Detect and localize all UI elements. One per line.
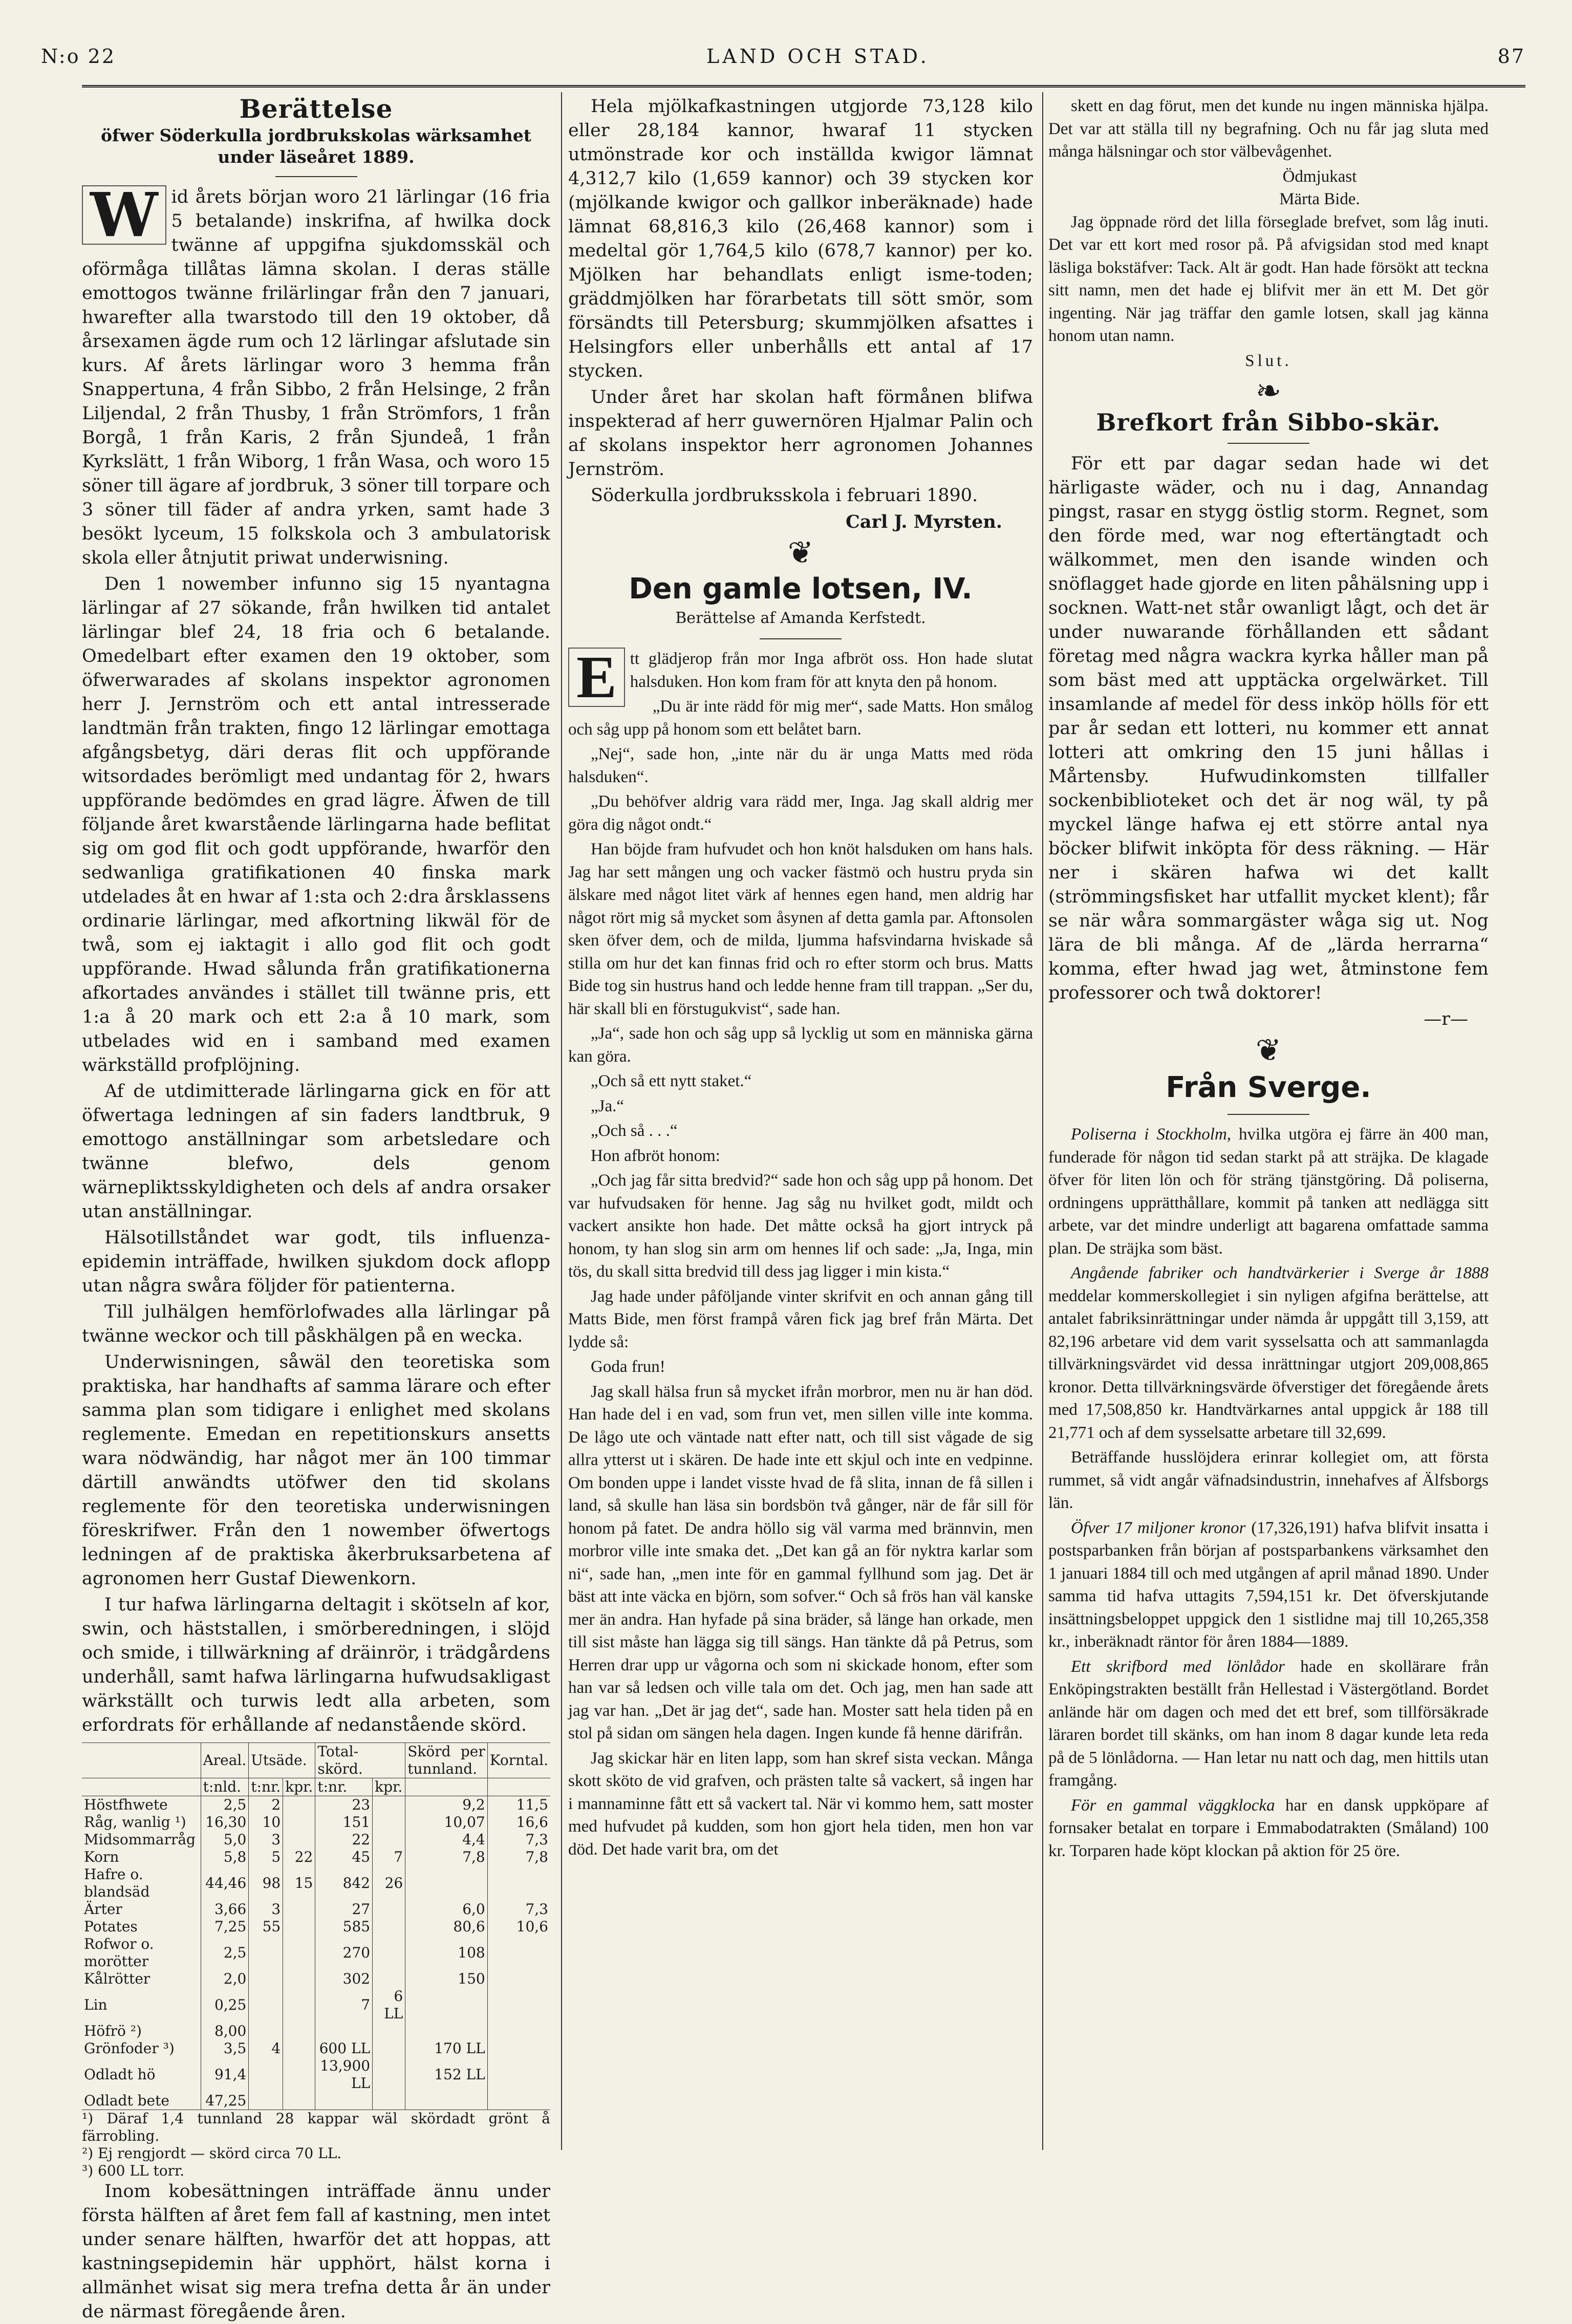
crop-value xyxy=(373,2022,405,2040)
crop-value xyxy=(487,2040,550,2057)
report-paragraph: Under året har skolan haft förmånen blifwa inspekterad af herr guwernören Hjalmar Palin och af skolans inspektor herr agronomen Johannes Jernström. xyxy=(568,387,1033,480)
news-item xyxy=(1048,1262,1489,1444)
report-paragraph: id årets början woro 21 lärlingar (16 fria 5 betalande) inskrifna, af hwilka dock twänne af uppgifna sjukdomsskäl och oförmåga tillåtas lämna skolan. I deras ställe emottogos twänne frilärlingar från den 7 januari, hwarefter alla twarstodo till den 19 oktober, då årsexamen ägde rum och 12 lärlingar afslutade sin kurs. Af årets lärlingar woro 3 hemma från Snappertuna, 4 från Sibbo, 2 från Helsinge, 2 från Liljendal, 2 från Thusby, 1 från Strömfors, 1 från Borgå, 1 från Karis, 2 från Sjundeå, 1 från Kyrkslätt, 1 från Wiborg, 1 från Wasa, och woro 15 söner till ägare af jordbruk, 3 söner till torpare och 3 söner till fäder af andra yrken, samt hade 3 besökt lyceum, 15 folkskola och 3 ambulatorisk skola eller åtnjutit priwat underwisning. xyxy=(82,187,550,568)
table-row xyxy=(82,1988,550,2022)
story-paragraph: „Ja“, sade hon och såg upp så lycklig ut som en människa gärna kan göra. xyxy=(568,1024,1033,1066)
table-row xyxy=(82,1848,550,1866)
crop-name: Höfrö ²) xyxy=(84,2022,142,2039)
news-text: Beträffande husslöjdera erinrar kollegiet om, att första rummet, så vidt angår väfnadsindustrin, innehafves af Älfsborgs län. xyxy=(1048,1448,1489,1512)
crop-value: 842 xyxy=(315,1866,373,1901)
crop-name: Midsommarråg xyxy=(84,1831,196,1848)
crop-value: 10 xyxy=(249,1814,283,1831)
col-subheader: t:nr. xyxy=(249,1778,283,1796)
crop-value: 23 xyxy=(315,1796,373,1814)
harvest-table xyxy=(82,1742,550,2110)
news-text: har en dansk uppköpare af fornsaker betalat en torpare i Emmabodatrakten (Småland) 100 kr. Torparen hade köpt klockan på aktion för 25 öre. xyxy=(1048,1796,1489,1860)
crop-value xyxy=(249,1988,283,2022)
story-title-text: Den gamle lotsen, xyxy=(629,572,922,606)
crop-value xyxy=(487,1866,550,1901)
crop-value: 80,6 xyxy=(405,1918,487,1935)
table-row xyxy=(82,1796,550,1814)
news-lead: Öfver 17 miljoner kronor xyxy=(1071,1518,1246,1537)
brefkort-text: För ett par dagar sedan hade wi det härligaste wäder, och nu i dag, Annandag pingst, rasar en stygg östlig storm. Regnet, som den förde med, war nog eftertängtadt och wälkommet, men den isande winden och snöflagget hade gjorde en liten påhälsning upp i socknen. Watt-net står owanligt lågt, och det är under nuwarande förhållanden ett sådant företag med några wackra kyrka håller man på som bäst med att upptäcka orgelwärket. Till insamlande af medel för dess inköp hölls för ett par år sedan ett lotteri, nu kommer ett annat lotteri att omkring den 15 juni hållas i Mårtensby. Hufwudinkomsten tillfaller sockenbiblioteket och det är nog wäl, ty på myckel länge hafwa ej ett större antal nya böcker blifwit inköpta för dess räkning. — Här ner i skären hafwa wi det kallt (strömmingsfisket har utfallit mycket klent); får se när wåra sommargäster wåga sig ut. Nog lära de bli många. Af de „lärda herrarna“ komma, efter hwad jag wet, åtminstone fem professorer och twå doktorer! xyxy=(1048,454,1489,1003)
story-byline: Berättelse af Amanda Kerfstedt. xyxy=(675,609,926,627)
table-row xyxy=(82,2057,550,2092)
story-paragraph: Han böjde fram hufvudet och hon knöt halsduken om hans hals. Jag har sett mången ung och vacker fästmö och hustru pryda sin älskare med något litet värk af hennes egen hand, men aldrig har något rört mig så mycket som åsynen af detta gamla par. Aftonsolen sken öfver dem, och de milda, ljumma hafsvindarna hviskade så stilla om hur det kan finnas frid och ro efter storm och brus. Matts Bide tog sin hustrus hand och ledde henne fram till trappan. „Ser du, här skall bli en förstugukvist“, sade han. xyxy=(568,840,1033,1018)
crop-name: Ärter xyxy=(84,1901,122,1918)
crop-value xyxy=(283,1814,315,1831)
crop-value: 5,8 xyxy=(201,1848,249,1866)
crop-value: 3,66 xyxy=(201,1901,249,1918)
crop-name: Odladt bete xyxy=(82,2092,201,2110)
news-lead: Angående fabriker och handtvärkerier i Sverge år 1888 xyxy=(1071,1264,1489,1282)
floral-ornament-icon: ❦ xyxy=(787,535,814,571)
report-paragraph: Söderkulla jordbruksskola i februari 1890. xyxy=(591,485,978,506)
crop-value xyxy=(249,2057,283,2092)
page-number: 87 xyxy=(1497,45,1525,68)
crop-value xyxy=(283,2040,315,2057)
crop-value: 108 xyxy=(405,1935,487,1970)
header-rule xyxy=(82,85,1525,88)
drop-cap: E xyxy=(568,648,625,707)
report-paragraph: Den 1 nowember infunno sig 15 nyantagna lärlingar af 27 sökande, från hwilken tid antalet lärlingar blef 24, 18 fria och 6 betalande. Omedelbart efter examen den 19 oktober, som öfwerwarades af skolans inspektor agronomen herr J. Jernström och ett antal intresserade landtmän från trakten, fingo 12 lärlingar emottaga afgångsbetyg, däri deras flit och uppförande witsordades berömligt med undantag för 2, hwars uppförande bedömdes en grad lägre. Äfwen de till följande året kwarstående lärlingarna hade beflitat sig om god flit och godt uppförande, hwarför den sedwanliga gratifikationen 40 finska mark utdelades åt en hwar af 1:sta och 2:dra årsklassens ordinarie lärlingar, med afkortning likwäl för de twå, som ej iaktagit i allo god flit och godt uppförande. Hwad sålunda från gratifikationerna afkortades användes i stället till twänne pris, ett 1:a å 20 mark och ett 2:a å 10 mark, som utbelades wid en i samband med examen wärkställd profplöjning. xyxy=(82,574,550,1075)
crop-value: 47,25 xyxy=(201,2092,249,2110)
letter-closing: Märta Bide. xyxy=(1279,190,1360,208)
crop-value: 16,30 xyxy=(201,1814,249,1831)
crop-value: 98 xyxy=(249,1866,283,1901)
crop-name: Lin xyxy=(84,1996,107,2013)
report-paragraph: Hälsotillståndet war godt, tils influenza-epidemin inträffade, hwilken sjukdom dock aflopp utan några swåra följder för patienterna. xyxy=(82,1228,550,1296)
table-row xyxy=(82,1814,550,1831)
footnote: ²) Ej rengjordt — skörd circa 70 LL. xyxy=(82,2145,342,2162)
crop-value xyxy=(373,1935,405,1970)
crop-value xyxy=(283,1988,315,2022)
crop-value: 8,00 xyxy=(201,2022,249,2040)
sverige-news xyxy=(1048,1123,1489,1862)
crop-name: Rofwor o. morötter xyxy=(84,1935,154,1970)
leaf-ornament-icon: ❧ xyxy=(1255,373,1282,409)
crop-value: 13,900 LL xyxy=(315,2057,373,2092)
crop-value xyxy=(373,2057,405,2092)
crop-value xyxy=(405,1866,487,1901)
crop-value xyxy=(249,1935,283,1970)
news-item xyxy=(1048,1446,1489,1515)
crop-value: 27 xyxy=(315,1901,373,1918)
news-text: hade en skollärare från Enköpingstrakten beställt från Hellestad i Västergötland. Bordet anlände här om dagen och med det ett bref, som tillförsäkrade läraren bordet till skänks, om han inom 8 dagar kunde leta reda på de 5 lönlådorna. — Han letar nu natt och dag, men hittils utan framgång. xyxy=(1048,1657,1489,1790)
column-1 xyxy=(82,94,550,2322)
report-paragraph: I tur hafwa lärlingarna deltagit i skötseln af kor, swin, och häststallen, i smörberedningen, i slöjd och smide, i tillwärkning af dräinrör, i trädgårdens underhåll, samt hafwa lärlingarna hufwudsakligast wärkställt och turwis ledt alla arbeten, som erfordrats för erhållande af nedanstående skörd. xyxy=(82,1595,550,1735)
scroll-ornament-icon: ❦ xyxy=(1255,1032,1282,1068)
crop-value xyxy=(405,1988,487,2022)
news-text: meddelar kommerskollegiet i sin nyligen afgifna berättelse, att antalet fabriksinrättningar under nämda år uppgått till 3,159, att 82,196 arbetare vid dem varit sysselsatta och att sammanlagda tillvärkningsvärdet vid dessa inrättningar utgjort 209,008,865 kronor. Detta tillvärkningsvärde öfverstiger det föregående årets med 17,508,850 kr. Handtvärkarnes antal uppgick år 188 till 21,771 och af dem sysselsatte arbetare till 32,699. xyxy=(1048,1286,1489,1442)
story-paragraph: „Och så . . .“ xyxy=(591,1122,678,1140)
crop-value: 2,5 xyxy=(201,1935,249,1970)
crop-value xyxy=(283,1796,315,1814)
news-lead: För en gammal väggklocka xyxy=(1071,1796,1275,1815)
crop-value: 6,0 xyxy=(405,1901,487,1918)
table-row xyxy=(82,2040,550,2057)
crop-value: 11,5 xyxy=(487,1796,550,1814)
crop-value: 15 xyxy=(283,1866,315,1901)
footnote: ³) 600 LL torr. xyxy=(82,2162,185,2179)
table-row xyxy=(82,1901,550,1918)
crop-value: 270 xyxy=(315,1935,373,1970)
crop-value: 2 xyxy=(249,1796,283,1814)
crop-value xyxy=(373,1901,405,1918)
col-header: Skörd per tunnland. xyxy=(405,1743,487,1778)
story-paragraph: „Ja.“ xyxy=(591,1096,625,1115)
crop-name: Höstfhwete xyxy=(84,1796,168,1813)
crop-value xyxy=(249,1970,283,1988)
crop-value xyxy=(283,1935,315,1970)
story-paragraph: „Du behöfver aldrig vara rädd mer, Inga. Jag skall aldrig mer göra dig något ondt.“ xyxy=(568,792,1033,834)
crop-value: 151 xyxy=(315,1814,373,1831)
column-separator xyxy=(1042,92,1043,2150)
report-continuation xyxy=(568,95,1033,508)
crop-value: 150 xyxy=(405,1970,487,1988)
crop-value: 7 xyxy=(373,1848,405,1866)
crop-value: 5 xyxy=(249,1848,283,1866)
crop-value xyxy=(373,1814,405,1831)
story-paragraph: Goda frun! xyxy=(591,1358,665,1376)
crop-value xyxy=(373,1918,405,1935)
crop-value xyxy=(487,1988,550,2022)
crop-value: 7,8 xyxy=(487,1848,550,1866)
crop-value xyxy=(373,2092,405,2110)
column-2 xyxy=(568,95,1033,2158)
crop-value: 16,6 xyxy=(487,1814,550,1831)
crop-value: 302 xyxy=(315,1970,373,1988)
col-subheader: kpr. xyxy=(283,1778,315,1796)
story-paragraph: tt glädjerop från mor Inga afbröt oss. Hon hade slutat halsduken. Hon kom fram för att knyta den på honom. xyxy=(630,650,1033,691)
crop-value: 4,4 xyxy=(405,1831,487,1848)
crop-value: 2,5 xyxy=(201,1796,249,1814)
crop-value xyxy=(487,2092,550,2110)
report-paragraph: Underwisningen, såwäl den teoretiska som praktiska, har handhafts af samma lärare och efter samma plan som tidigare i enlighet med skolans reglemente. Emedan en repetitionskurs ansetts wara nödwändig, har något mer än 100 timmar därtill anwändts utöfwer den tid skolans reglemente för den teoretiska underwisningen föreskrifwer. Från den 1 nowember öfwertogs ledningen af de praktiska åkerbruksarbetena af agronomen herr Gustaf Diewenkorn. xyxy=(82,1352,550,1589)
crop-value: 170 LL xyxy=(405,2040,487,2057)
col-subheader: t:nld. xyxy=(201,1778,249,1796)
crop-value xyxy=(283,1970,315,1988)
crop-name: Råg, wanlig ¹) xyxy=(84,1814,186,1831)
divider xyxy=(1228,443,1309,444)
crop-value: 6 LL xyxy=(373,1988,405,2022)
story-part: IV. xyxy=(932,572,973,606)
crop-name: Kålrötter xyxy=(84,1970,150,1987)
report-paragraph: Af de utdimitterade lärlingarna gick en för att öfwertaga ledningen af sin faders landtbruk, 9 emottogo anställningar som arbetsledare och twänne blefwo, dels genom wärnepliktsskyldigheten och dels af andra orsaker utan anställningar. xyxy=(82,1081,550,1222)
col-subheader: t:nr. xyxy=(315,1778,373,1796)
crop-value xyxy=(283,1831,315,1848)
news-item xyxy=(1048,1123,1489,1260)
story-paragraph: „Nej“, sade hon, „inte när du är unga Matts med röda halsduken“. xyxy=(568,745,1033,786)
news-item xyxy=(1048,1517,1489,1653)
crop-value: 22 xyxy=(283,1848,315,1866)
crop-value xyxy=(283,2057,315,2092)
crop-value: 10,6 xyxy=(487,1918,550,1935)
story-paragraph: skett en dag förut, men det kunde nu ingen människa hjälpa. Det var att ställa till ny begrafning. Och nu får jag sluta med många hälsningar och stor välbevågenhet. xyxy=(1048,97,1489,161)
crop-value: 9,2 xyxy=(405,1796,487,1814)
table-row xyxy=(82,2092,550,2110)
table-footnotes xyxy=(82,2110,550,2180)
crop-value xyxy=(373,2040,405,2057)
story-paragraph: „Och jag får sitta bredvid?“ sade hon och såg upp på honom. Det var hufvudsaken för henne. Jag såg nu hvilket godt, mildt och vackert ansikte hon hade. Det måtte också ha gjort intryck på honom, ty han slog sin arm om hennes lif och sade: „Ja, Inga, min tös, du skall sitta bredvid till dess jag ligger i min kista.“ xyxy=(568,1171,1033,1281)
table-row xyxy=(82,1935,550,1970)
table-row xyxy=(82,1918,550,1935)
footnote: ¹) Däraf 1,4 tunnland 28 kappar wäl skördadt grönt å färrobling. xyxy=(82,2110,550,2144)
report-paragraph: Hela mjölkafkastningen utgjorde 73,128 kilo eller 28,184 kannor, hwaraf 11 stycken utmönstrade kor och inställda kwigor lämnat 4,312,7 kilo (1,659 kannor) och 39 stycken kor (mjölkande kwigor och gallkor inberäknade) hade lämnat 68,816,3 kilo (26,468 kannor) som i medeltal gör 1,764,5 kilo (678,7 kannor) per ko. Mjölken har behandlats enligt isme-toden; gräddmjölken har förarbetats till sött smör, som försändts till Petersburg; skummjölken afsattes i Helsingfors eller unberhålls ett antal af 17 stycken. xyxy=(568,96,1033,381)
table-row xyxy=(82,1831,550,1848)
crop-value xyxy=(487,1935,550,1970)
letter-closing: Ödmjukast xyxy=(1282,167,1357,186)
report-paragraph: Till julhälgen hemförlofwades alla lärlingar på twänne weckor och till påskhälgen på en wecka. xyxy=(82,1302,550,1346)
crop-name: Hafre o. blandsäd xyxy=(84,1866,150,1900)
story-end-mark: Slut. xyxy=(1245,351,1292,370)
col-header: Korntal. xyxy=(487,1743,550,1778)
news-item xyxy=(1048,1794,1489,1863)
news-item xyxy=(1048,1655,1489,1792)
crop-value: 2,0 xyxy=(201,1970,249,1988)
report-signature: Carl J. Myrsten. xyxy=(846,511,1002,532)
crop-value xyxy=(249,2092,283,2110)
crop-value xyxy=(405,2092,487,2110)
story-paragraph: Jag skall hälsa frun så mycket ifrån morbror, men nu är han död. Han hade del i en vad, som frun vet, men sillen ville inte komma. De lågo ute och väntade natt efter natt, och till sist vågade de sig allra ytterst ut i skären. De hade inte ett skjul och inte en vedpinne. Om bonden uppe i landet visste hvad de få slita, innan de få sillen i land, så skulle han läsa sin bordsbön två gånger, när de får sill för honom på fatet. De andra höllo sig väl varma med brännvin, men morbror ville inte smaka det. „Det kan gå an för nyktra karlar som ni“, sade han, „men inte för en gammal fyllhund som jag. Det är bäst att inte väcka en björn, som sofver.“ Och så frös han väl kanske mer än andra. Han hyfade på sina bräder, så länge han orkade, men till sist måste han lägga sig till sängs. Han tänkte då på Petrus, som Herren drar upp ur vågorna och som ni skickade honom, efter som han var så ledsen och ville tala om det. Och jag, men han sade att jag var han. „Det är jag det“, sade han. Moster satt hela tiden på en stol på sidan om sängen hela dagen. Ingen kunde få henne därifrån. xyxy=(568,1382,1033,1742)
crop-value: 26 xyxy=(373,1866,405,1901)
sverige-title: Från Sverge. xyxy=(1166,1071,1371,1104)
divider xyxy=(760,638,842,639)
crop-value xyxy=(487,2022,550,2040)
news-text: (17,326,191) hafva blifvit insatta i postsparbanken från början af postsparbankens värksamhet den 1 januari 1884 till och med utgången af april månad 1890. Under samma tid hafva uttagits 7,594,151 kr. Det öfverskjutande insättningsbeloppet uppgick den 1 sistlidne maj till 10,265,358 kr., inberäknadt räntor för åren 1884—1889. xyxy=(1048,1518,1489,1651)
col-header: Utsäde. xyxy=(249,1743,315,1778)
crop-value xyxy=(283,1901,315,1918)
story-paragraph: Jag öppnade rörd det lilla förseglade brefvet, som låg inuti. Det var ett kort med rosor på. På afvigsidan stod med knapt läsliga bokstäfver: Tack. Alt är godt. Han hade försökt att teckna sitt namn, men det hade ej blifvit mer än ett M. Det gör ingenting. När jag träffar den gamle lotsen, skall jag känna honom utan namn. xyxy=(1048,212,1489,345)
column-separator xyxy=(561,92,562,2150)
col-header: Areal. xyxy=(201,1743,249,1778)
crop-value: 5,0 xyxy=(201,1831,249,1848)
crop-name: Korn xyxy=(84,1848,119,1865)
crop-value xyxy=(373,1831,405,1848)
crop-value xyxy=(283,2092,315,2110)
crop-value: 585 xyxy=(315,1918,373,1935)
crop-value: 45 xyxy=(315,1848,373,1866)
crop-value: 55 xyxy=(249,1918,283,1935)
crop-value xyxy=(283,1918,315,1935)
report-subtitle: öfwer Söderkulla jordbrukskolas wärksamhet under läseåret 1889. xyxy=(101,125,531,167)
publication-title: LAND OCH STAD. xyxy=(706,45,930,68)
crop-value: 7,3 xyxy=(487,1901,550,1918)
column-3 xyxy=(1048,95,1489,2158)
crop-value xyxy=(283,2022,315,2040)
news-lead: Poliserna i Stockholm, xyxy=(1071,1125,1232,1144)
story-paragraph: „Du är inte rädd för mig mer“, sade Matts. Hon smålog och såg upp på honom som ett belåtet barn. xyxy=(568,697,1033,739)
closing-paragraph: Inom kobesättningen inträffade ännu under första hälften af året fem fall af kastning, men intet under senare hälften, hwarför det att hoppas, att kastningsepidemin här upphört, hälst korna i allmänhet wisat sig mera trefna detta år än under de närmast föregående åren. xyxy=(82,2181,550,2322)
news-text: hvilka utgöra ej färre än 400 man, funderade för någon tid sedan starkt på att sträjka. De klagade öfver för liten lön och för sträng tjänstgöring. Då poliserna, ordningens upprätthållare, kommit på tanken att nedlägga sitt arbete, var det mindre underligt att bagarena omfattade samma plan. De sträjka som bäst. xyxy=(1048,1125,1489,1258)
story-paragraph: „Och så ett nytt staket.“ xyxy=(591,1072,752,1090)
crop-name: Potates xyxy=(84,1918,138,1935)
page-header xyxy=(41,45,1525,76)
crop-value: 44,46 xyxy=(201,1866,249,1901)
crop-value: 0,25 xyxy=(201,1988,249,2022)
crop-value: 3,5 xyxy=(201,2040,249,2057)
brefkort-title: Brefkort från Sibbo-skär. xyxy=(1096,408,1441,436)
story-ending xyxy=(1048,95,1489,372)
crop-value xyxy=(373,1796,405,1814)
brefkort-signature: —r— xyxy=(1424,1009,1468,1029)
crop-value xyxy=(315,2092,373,2110)
divider xyxy=(275,176,357,177)
story-title xyxy=(568,572,1033,606)
story-paragraph: Hon afbröt honom: xyxy=(591,1146,720,1165)
col-header: Total-skörd. xyxy=(315,1743,405,1778)
report-title: Berättelse xyxy=(239,94,393,124)
crop-value: 7,8 xyxy=(405,1848,487,1866)
crop-value: 7 xyxy=(315,1988,373,2022)
table-row xyxy=(82,1866,550,1901)
crop-value: 600 LL xyxy=(315,2040,373,2057)
crop-value xyxy=(249,2022,283,2040)
drop-cap: W xyxy=(82,185,166,245)
news-lead: Ett skrifbord med lönlådor xyxy=(1071,1657,1285,1676)
crop-value: 7,25 xyxy=(201,1918,249,1935)
story-body xyxy=(568,643,1033,1861)
col-subheader: kpr. xyxy=(373,1778,405,1796)
crop-value: 10,07 xyxy=(405,1814,487,1831)
crop-value: 7,3 xyxy=(487,1831,550,1848)
issue-number: N:o 22 xyxy=(41,45,116,68)
crop-value: 152 LL xyxy=(405,2057,487,2092)
crop-name: Grönfoder ³) xyxy=(84,2040,175,2057)
table-row xyxy=(82,2022,550,2040)
crop-name: Odladt hö xyxy=(84,2066,156,2083)
story-paragraph: Jag hade under påföljande vinter skrifvit en och annan gång till Matts Bide, men först frampå våren fick jag bref från Märta. Det lydde så: xyxy=(568,1287,1033,1351)
crop-value: 91,4 xyxy=(201,2057,249,2092)
report-body xyxy=(82,179,550,1737)
crop-value: 4 xyxy=(249,2040,283,2057)
story-paragraph: Jag skickar här en liten lapp, som han skref sista veckan. Många skott sköto de vid grafven, och prästen talte så vackert, så ingen har i mannaminne fått ett så vackert tal. När vi kommo hem, satt moster med hufvudet på kudden, som hon gjort hela tiden, men hon var död. Det hade varit bra, om det xyxy=(568,1749,1033,1859)
crop-value: 22 xyxy=(315,1831,373,1848)
crop-value xyxy=(405,2022,487,2040)
crop-value: 3 xyxy=(249,1831,283,1848)
crop-value xyxy=(487,1970,550,1988)
crop-value xyxy=(373,1970,405,1988)
crop-value: 3 xyxy=(249,1901,283,1918)
crop-value xyxy=(315,2022,373,2040)
divider xyxy=(1228,1114,1309,1115)
table-row xyxy=(82,1970,550,1988)
crop-value xyxy=(487,2057,550,2092)
